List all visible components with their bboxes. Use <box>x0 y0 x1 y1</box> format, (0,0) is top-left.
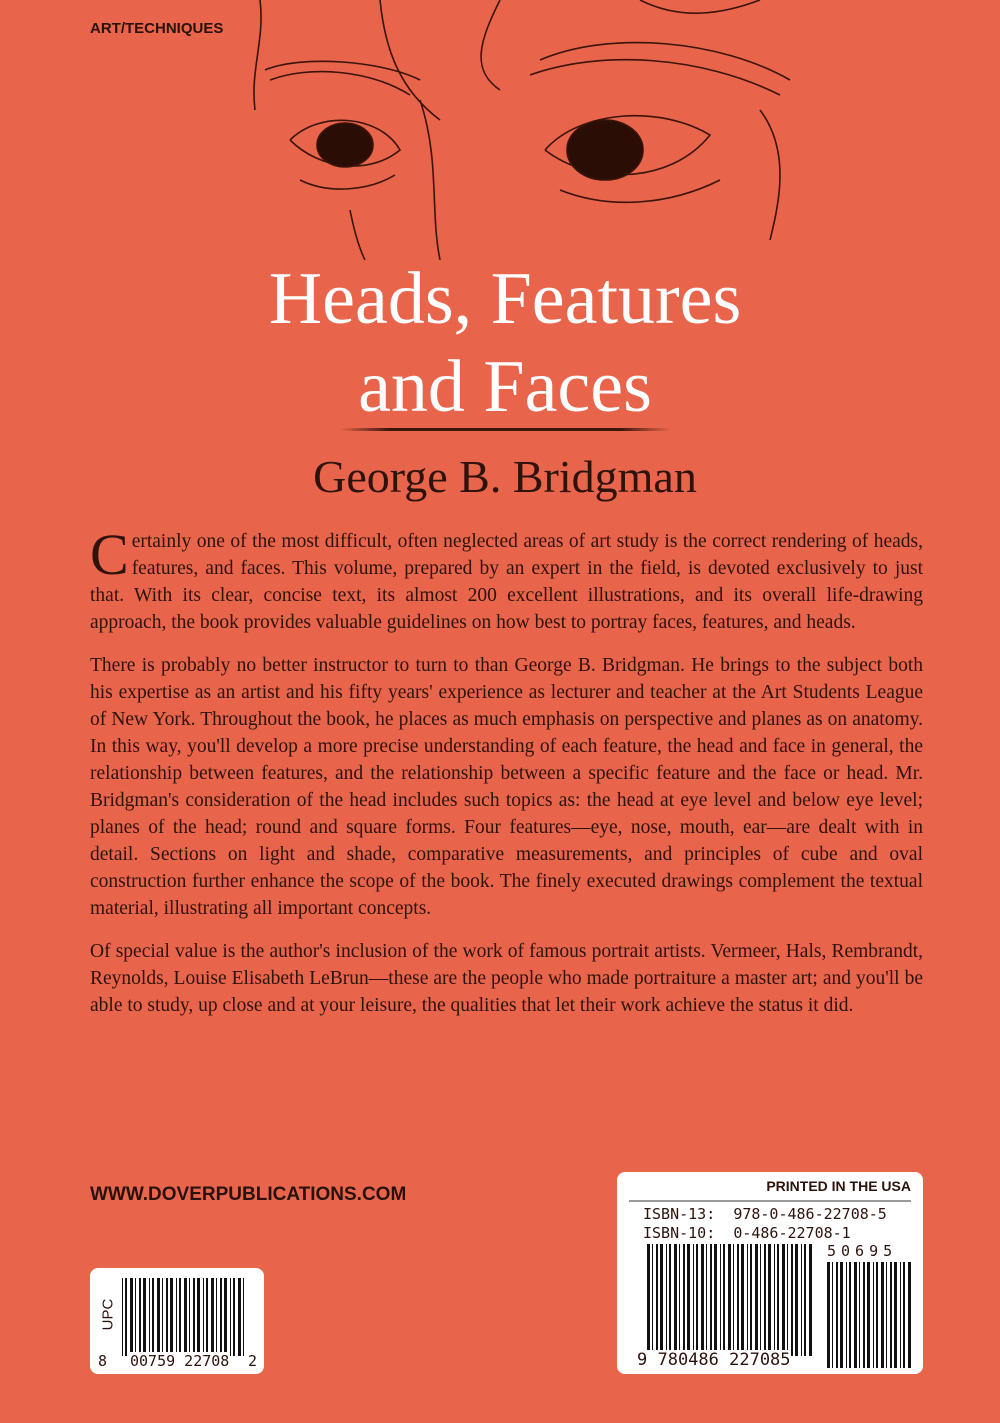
barcode-bar <box>122 1278 123 1356</box>
barcode-bar <box>149 1278 150 1356</box>
barcode-bar <box>809 1244 812 1356</box>
barcode-bar <box>170 1278 173 1356</box>
barcode-bar <box>125 1278 127 1356</box>
title-line-2: and Faces <box>358 346 652 428</box>
barcode-bar <box>184 1278 187 1356</box>
isbn-13: ISBN-13: 978-0-486-22708-5 <box>643 1205 887 1223</box>
price-code: 50695 <box>827 1242 898 1260</box>
barcode-bar <box>873 1262 874 1368</box>
barcode-bar <box>720 1244 721 1356</box>
barcode-bar <box>760 1244 761 1356</box>
paragraph-1-text: ertainly one of the most difficult, often neglected areas of art study is the correct rendering of heads, features, and faces. This volume, prepared by an expert in the field, is devoted exclusively to just that. With its clear, concise text, its almost 200 excellent illustrations, and its overall life-drawing approach, the book provides valuable guidelines on how best to portray faces, features, and heads. <box>90 531 923 633</box>
barcode-bar <box>747 1244 748 1356</box>
upc-label: UPC <box>99 1298 117 1331</box>
upc-first-digit: 8 <box>98 1352 108 1370</box>
barcode-bar <box>706 1244 707 1356</box>
barcode-bar <box>660 1244 663 1356</box>
drop-cap: C <box>90 522 129 587</box>
barcode-bar <box>908 1262 911 1368</box>
barcode-bar <box>189 1278 190 1356</box>
barcode-bar <box>687 1244 690 1356</box>
eyes-sketch-illustration <box>0 0 1000 260</box>
barcode-bar <box>238 1278 241 1356</box>
barcode-bar <box>840 1262 843 1368</box>
book-title <box>0 255 1000 431</box>
barcode-bar <box>230 1278 231 1356</box>
isbn-10: ISBN-10: 0-486-22708-1 <box>643 1224 851 1242</box>
paragraph-2: There is probably no better instructor to turn to than George B. Bridgman. He brings to the subject both his expertise as an artist and his fifty years' experience as lecturer and teacher at the Art Students League of New York. Throughout the book, he places as much emphasis on perspective and planes as on anatomy. In this way, you'll develop a more precise understanding of each feature, the head and face in general, the relationship between features, and the relationship between a specific feature and the face or head. Mr. Bridgman's consideration of the head includes such topics as: the head at eye level and below eye level; planes of the head; round and square forms. Four features—eye, nose, mouth, ear—are dealt with in detail. Sections on light and shade, comparative measurements, and principles of cube and oval construction further enhance the scope of the book. The finely executed drawings complement the textual material, illustrating all important concepts. <box>90 655 923 919</box>
barcode-bar <box>741 1244 744 1356</box>
barcode-bar <box>804 1244 806 1356</box>
barcode-bar <box>656 1244 658 1356</box>
barcode-bar <box>755 1244 758 1356</box>
barcode-bar <box>795 1244 798 1356</box>
barcode-bar <box>130 1278 133 1356</box>
barcode-bar <box>166 1278 168 1356</box>
barcode-bar <box>669 1244 671 1356</box>
barcode-bar <box>863 1262 865 1368</box>
barcode-bar <box>867 1262 870 1368</box>
barcode-bar <box>791 1244 793 1356</box>
upc-barcode-box <box>90 1268 264 1374</box>
author-name: George B. Bridgman <box>313 451 697 502</box>
barcode-bar <box>652 1244 653 1356</box>
title-divider <box>340 428 670 431</box>
barcode-bar <box>176 1278 177 1356</box>
description <box>90 522 923 1035</box>
barcode-bar <box>777 1244 779 1356</box>
barcode-bar <box>903 1262 905 1368</box>
barcode-bar <box>647 1244 650 1356</box>
barcode-bar <box>836 1262 838 1368</box>
barcode-bar <box>728 1244 731 1356</box>
barcode-bar <box>849 1262 851 1368</box>
divider <box>629 1200 911 1202</box>
barcode-bar <box>179 1278 181 1356</box>
barcode-bar <box>233 1278 235 1356</box>
barcode-bar <box>693 1244 694 1356</box>
barcode-bar <box>197 1278 200 1356</box>
category-label: ART/TECHNIQUES <box>90 20 224 37</box>
upc-barcode <box>122 1278 248 1356</box>
upc-last-digit: 2 <box>248 1352 258 1370</box>
price-barcode <box>827 1262 912 1368</box>
barcode-bar <box>876 1262 878 1368</box>
barcode-bar <box>787 1244 788 1356</box>
title-line-1: Heads, Features <box>268 258 742 340</box>
barcode-bar <box>696 1244 698 1356</box>
barcode-bar <box>216 1278 217 1356</box>
barcode-bar <box>701 1244 704 1356</box>
barcode-bar <box>827 1262 830 1368</box>
barcode-bar <box>193 1278 195 1356</box>
barcode-bar <box>900 1262 901 1368</box>
barcode-bar <box>886 1262 887 1368</box>
upc-middle-digits: 00759 22708 <box>130 1352 230 1370</box>
barcode-bar <box>859 1262 860 1368</box>
barcode-bar <box>243 1278 244 1356</box>
barcode-bar <box>135 1278 136 1356</box>
barcode-bar <box>666 1244 667 1356</box>
isbn-barcode-box <box>617 1172 923 1374</box>
barcode-bar <box>714 1244 717 1356</box>
barcode-bar <box>854 1262 857 1368</box>
barcode-bar <box>211 1278 214 1356</box>
website-link[interactable]: WWW.DOVERPUBLICATIONS.COM <box>90 1184 407 1205</box>
isbn-barcode <box>647 1244 817 1356</box>
paragraph-3: Of special value is the author's inclusion of the work of famous portrait artists. Vermeer, Hals, Rembrandt, Reynolds, Louise Elisabeth LeBrun—these are the people who made portraiture a master art; and you'll be able to study, up close and at your leisure, the qualities that let their work achieve the status it did. <box>90 941 923 1016</box>
barcode-bar <box>846 1262 847 1368</box>
barcode-bar <box>139 1278 141 1356</box>
barcode-bar <box>782 1244 785 1356</box>
barcode-bar <box>710 1244 712 1356</box>
barcode-bar <box>674 1244 677 1356</box>
barcode-bar <box>143 1278 146 1356</box>
barcode-bar <box>203 1278 204 1356</box>
barcode-bar <box>206 1278 208 1356</box>
barcode-bar <box>723 1244 725 1356</box>
barcode-digits: 9 780486 227085 <box>637 1350 791 1370</box>
barcode-bar <box>750 1244 752 1356</box>
barcode-bar <box>881 1262 884 1368</box>
barcode-bar <box>157 1278 160 1356</box>
barcode-bar <box>683 1244 685 1356</box>
barcode-bar <box>162 1278 163 1356</box>
barcode-bar <box>890 1262 892 1368</box>
barcode-bar <box>768 1244 771 1356</box>
paragraph-1 <box>90 522 923 636</box>
barcode-bar <box>894 1262 897 1368</box>
printed-in-usa: PRINTED IN THE USA <box>766 1178 911 1194</box>
barcode-bar <box>220 1278 222 1356</box>
barcode-bar <box>737 1244 739 1356</box>
barcode-bar <box>733 1244 734 1356</box>
barcode-bar <box>224 1278 227 1356</box>
barcode-bar <box>774 1244 775 1356</box>
barcode-bar <box>152 1278 154 1356</box>
barcode-bar <box>679 1244 680 1356</box>
barcode-bar <box>764 1244 766 1356</box>
barcode-bar <box>801 1244 802 1356</box>
barcode-bar <box>832 1262 833 1368</box>
